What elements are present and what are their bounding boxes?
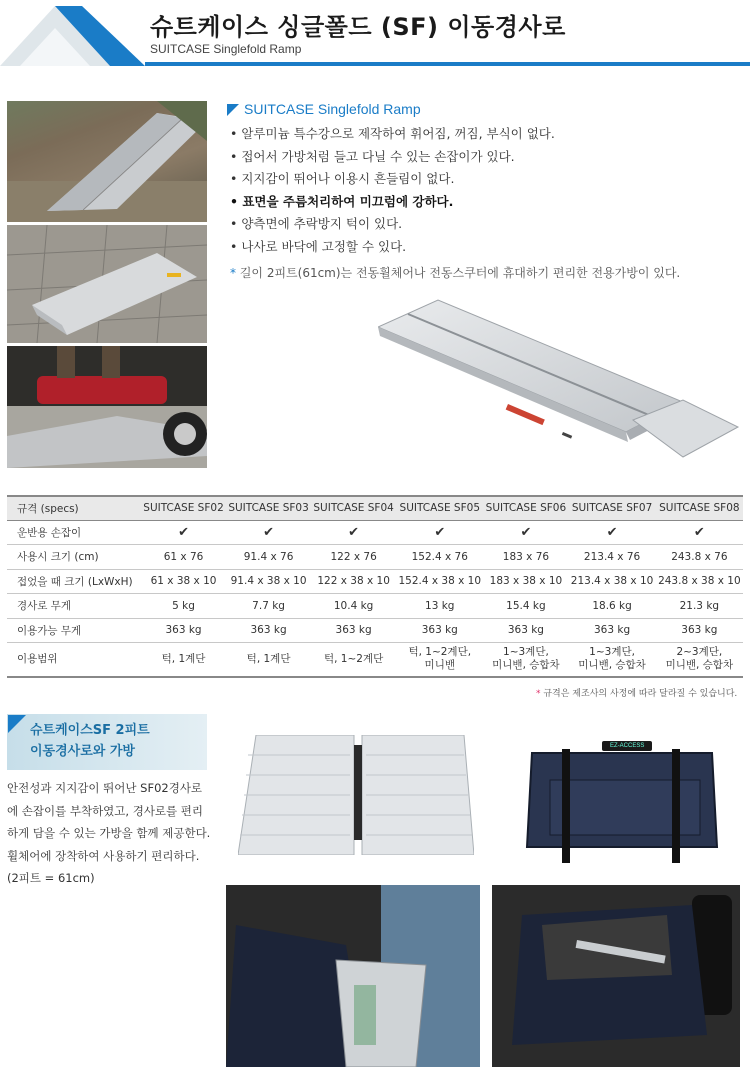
row-label: 접었을 때 크기 (LxWxH) xyxy=(7,569,141,594)
table-cell: 152.4 x 38 x 10 xyxy=(396,569,483,594)
table-row xyxy=(7,643,743,677)
page-title: 슈트케이스 싱글폴드 (SF) 이동경사로 xyxy=(150,13,566,41)
row-label: 이용범위 xyxy=(7,643,141,677)
table-cell: 턱, 1계단 xyxy=(141,643,226,677)
table-cell: 21.3 kg xyxy=(656,594,743,619)
ramp-on-pavement-photo xyxy=(7,225,207,343)
table-cell: 91.4 x 76 xyxy=(226,545,311,570)
bag-brand-label: EZ-ACCESS xyxy=(610,743,645,749)
check-icon: ✔ xyxy=(483,520,568,545)
row-label: 사용시 크기 (cm) xyxy=(7,545,141,570)
table-cell: 61 x 76 xyxy=(141,545,226,570)
specs-header-label: 규격 (specs) xyxy=(7,496,141,520)
row-label: 이용가능 무게 xyxy=(7,618,141,643)
model-header: SUITCASE SF06 xyxy=(483,496,568,520)
table-cell: 183 x 38 x 10 xyxy=(483,569,568,594)
bag-on-wheelchair-photo xyxy=(226,885,480,1067)
specs-header-row xyxy=(7,496,743,520)
table-row xyxy=(7,569,743,594)
check-icon: ✔ xyxy=(568,520,655,545)
table-cell: 213.4 x 38 x 10 xyxy=(568,569,655,594)
table-cell: 363 kg xyxy=(483,618,568,643)
table-cell: 18.6 kg xyxy=(568,594,655,619)
check-icon: ✔ xyxy=(656,520,743,545)
table-cell: 1~3계단, 미니밴, 승합차 xyxy=(483,643,568,677)
features-note: * 길이 2피트(61cm)는 전동휠체어나 전동스쿠터에 휴대하기 편리한 전용가방이 있다. xyxy=(230,266,681,280)
table-row xyxy=(7,594,743,619)
asterisk-mark: * xyxy=(536,689,541,699)
table-cell: 91.4 x 38 x 10 xyxy=(226,569,311,594)
table-cell: 213.4 x 76 xyxy=(568,545,655,570)
page-header xyxy=(0,0,750,66)
specs-note: * 규격은 제조사의 사정에 따라 달라질 수 있습니다. xyxy=(536,689,738,699)
table-cell: 1~3계단, 미니밴, 승합차 xyxy=(568,643,655,677)
row-label: 운반용 손잡이 xyxy=(7,520,141,545)
feature-item: • 접어서 가방처럼 들고 다닐 수 있는 손잡이가 있다. xyxy=(230,148,515,164)
ramp-in-use-photo xyxy=(7,101,207,222)
table-cell: 122 x 38 x 10 xyxy=(311,569,396,594)
bag-description: 안전성과 지지감이 뛰어난 SF02경사로 에 손잡이를 부착하였고, 경사로를 편리 하게 담을 수 있는 가방을 함께 제공한다. 휠체어에 장착하여 사용하기 편리하다. (2피트 = 61cm) xyxy=(7,781,211,885)
feature-item: • 나사로 바닥에 고정할 수 있다. xyxy=(230,238,407,254)
check-icon: ✔ xyxy=(396,520,483,545)
features-title: SUITCASE Singlefold Ramp xyxy=(244,101,421,117)
table-cell: 턱, 1~2계단, 미니밴 xyxy=(396,643,483,677)
specs-table xyxy=(7,495,743,678)
bag-mounted-photo xyxy=(492,885,740,1067)
table-cell: 363 kg xyxy=(396,618,483,643)
feature-item: • 표면을 주름처리하여 미끄럼에 강하다. xyxy=(230,193,454,209)
table-cell: 122 x 76 xyxy=(311,545,396,570)
check-icon: ✔ xyxy=(226,520,311,545)
asterisk-mark: * xyxy=(230,266,236,280)
table-cell: 턱, 1계단 xyxy=(226,643,311,677)
table-cell: 363 kg xyxy=(311,618,396,643)
table-cell: 152.4 x 76 xyxy=(396,545,483,570)
unfolded-ramp-image xyxy=(378,292,740,474)
check-icon: ✔ xyxy=(311,520,396,545)
table-cell: 243.8 x 38 x 10 xyxy=(656,569,743,594)
feature-item: • 양측면에 추락방지 턱이 있다. xyxy=(230,216,403,231)
scooter-on-ramp-photo xyxy=(7,346,207,468)
table-cell: 13 kg xyxy=(396,594,483,619)
carry-bag-image xyxy=(522,735,724,865)
feature-list xyxy=(230,123,555,258)
table-cell: 61 x 38 x 10 xyxy=(141,569,226,594)
table-cell: 363 kg xyxy=(226,618,311,643)
table-row xyxy=(7,520,743,545)
model-header: SUITCASE SF07 xyxy=(568,496,655,520)
row-label: 경사로 무게 xyxy=(7,594,141,619)
model-header: SUITCASE SF03 xyxy=(226,496,311,520)
section-marker-icon xyxy=(8,715,26,733)
table-cell: 243.8 x 76 xyxy=(656,545,743,570)
model-header: SUITCASE SF04 xyxy=(311,496,396,520)
table-cell: 363 kg xyxy=(568,618,655,643)
ramp-2ft-image xyxy=(238,735,474,855)
header-divider xyxy=(145,62,750,66)
table-cell: 턱, 1~2계단 xyxy=(311,643,396,677)
model-header: SUITCASE SF02 xyxy=(141,496,226,520)
page-subtitle: SUITCASE Singlefold Ramp xyxy=(150,42,302,56)
table-cell: 183 x 76 xyxy=(483,545,568,570)
table-cell: 2~3계단, 미니밴, 승합차 xyxy=(656,643,743,677)
table-cell: 363 kg xyxy=(141,618,226,643)
bag-section-title: 슈트케이스SF 2피트 이동경사로와 가방 xyxy=(30,723,150,759)
table-cell: 5 kg xyxy=(141,594,226,619)
feature-item: • 지지감이 뛰어나 이용시 흔들림이 없다. xyxy=(230,171,455,186)
check-icon: ✔ xyxy=(141,520,226,545)
table-cell: 10.4 kg xyxy=(311,594,396,619)
table-row xyxy=(7,618,743,643)
table-cell: 7.7 kg xyxy=(226,594,311,619)
table-row xyxy=(7,545,743,570)
brand-logo-icon xyxy=(0,0,145,66)
model-header: SUITCASE SF05 xyxy=(396,496,483,520)
table-cell: 363 kg xyxy=(656,618,743,643)
model-header: SUITCASE SF08 xyxy=(656,496,743,520)
table-cell: 15.4 kg xyxy=(483,594,568,619)
feature-item: • 알루미늄 특수강으로 제작하여 휘어짐, 꺼짐, 부식이 없다. xyxy=(230,126,555,141)
